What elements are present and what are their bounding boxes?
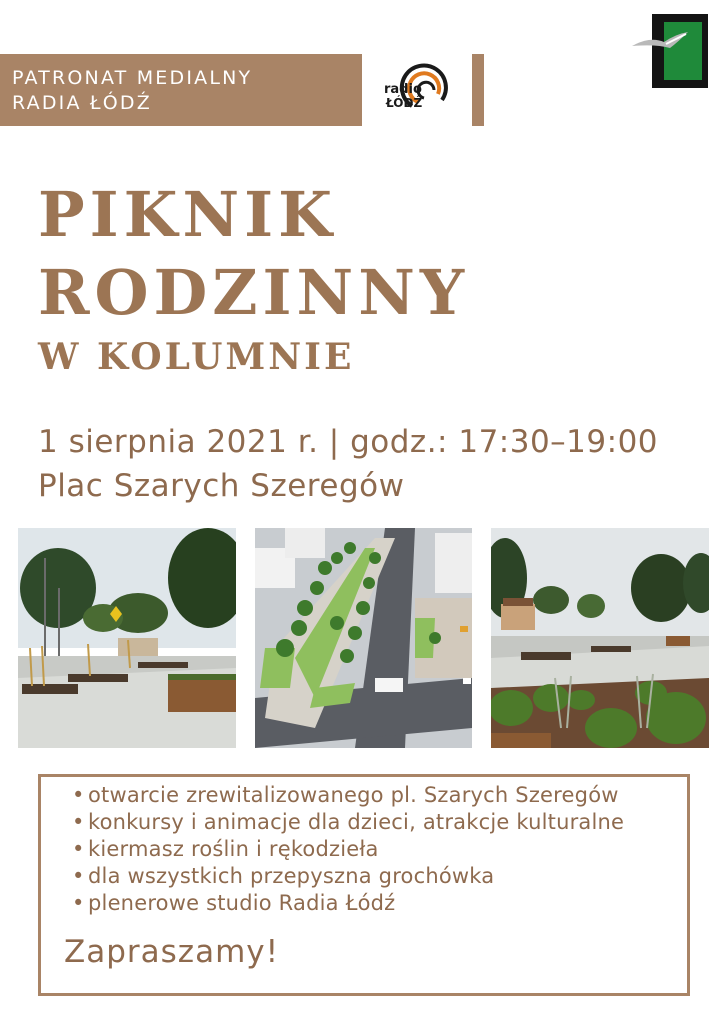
title-line-1: PIKNIK (38, 178, 338, 251)
banner-end-strip (472, 54, 484, 126)
organization-logo (630, 14, 710, 88)
photo-aerial-rendering (255, 528, 472, 748)
bullet: • (72, 864, 85, 888)
patronage-text (12, 66, 252, 116)
bullet: • (72, 837, 85, 861)
list-item-text: plenerowe studio Radia Łódź (88, 891, 396, 915)
list-item (72, 890, 624, 917)
list-item (72, 809, 624, 836)
radio-logo-word-2: ŁÓDŹ (386, 96, 423, 110)
bullet: • (72, 783, 85, 807)
attractions-list (72, 782, 624, 917)
patronage-line-1: PATRONAT MEDIALNY (12, 67, 253, 89)
list-item (72, 863, 624, 890)
list-item-text: kiermasz roślin i rękodzieła (88, 837, 379, 861)
event-date-time: 1 sierpnia 2021 r. | godz.: 17:30–19:00 (38, 424, 659, 460)
list-item (72, 836, 624, 863)
radio-logo-word-1: radio (384, 82, 422, 97)
radio-lodz-logo (380, 60, 456, 118)
list-item (72, 782, 624, 809)
bullet: • (72, 891, 85, 915)
title-line-3: W KOLUMNIE (38, 336, 355, 378)
event-place: Plac Szarych Szeregów (38, 468, 405, 504)
patronage-line-2: RADIA ŁÓDŹ (12, 92, 152, 114)
list-item-text: dla wszystkich przepyszna grochówka (88, 864, 495, 888)
bullet: • (72, 810, 85, 834)
title-line-2: RODZINNY (38, 256, 470, 329)
invitation-text: Zapraszamy! (64, 934, 280, 970)
photo-square-plants (491, 528, 709, 748)
list-item-text: konkursy i animacje dla dzieci, atrakcje kulturalne (88, 810, 625, 834)
logo-bird-icon (630, 32, 690, 62)
list-item-text: otwarcie zrewitalizowanego pl. Szarych Szeregów (88, 783, 619, 807)
photo-square-planters (18, 528, 236, 748)
